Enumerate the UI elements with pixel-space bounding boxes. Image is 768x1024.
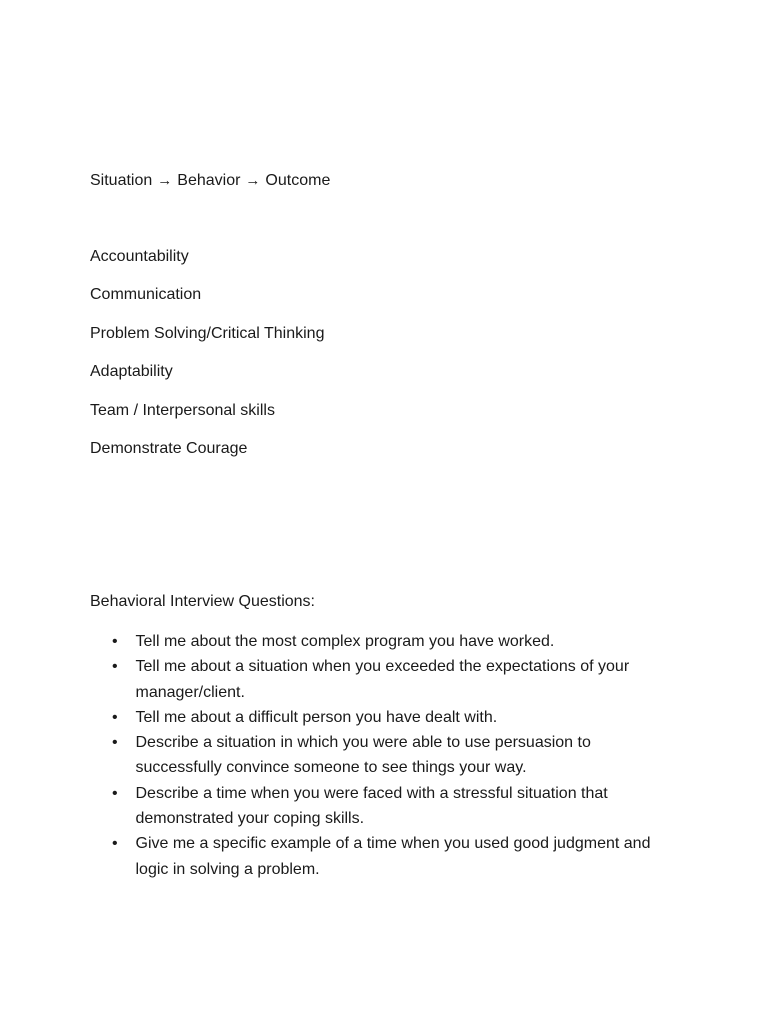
question-item [90, 831, 670, 882]
question-item [90, 629, 670, 654]
right-arrow-icon: → [157, 172, 173, 189]
question-item [90, 730, 670, 781]
competency-item: Communication [90, 286, 202, 304]
bullet-icon: • [112, 734, 118, 752]
question-text: Tell me about the most complex program you have worked. [135, 633, 555, 650]
competency-item: Demonstrate Courage [90, 439, 248, 457]
bullet-icon: • [112, 708, 118, 726]
question-text: Tell me about a situation when you exceeded the expectations of your manager/client. [135, 658, 630, 701]
bullet-icon: • [112, 633, 118, 650]
question-text: Give me a specific example of a time when you used good judgment and logic in solving a problem. [135, 835, 651, 878]
competency-item: Team / Interpersonal skills [90, 401, 275, 419]
question-text: Describe a time when you were faced with a stressful situation that demonstrated your coping skills. [135, 784, 608, 828]
right-arrow-icon: → [245, 172, 261, 189]
question-text: Tell me about a difficult person you have dealt with. [135, 708, 498, 726]
question-text: Describe a situation in which you were able to use persuasion to successfully convince someone to see things your way. [135, 734, 591, 777]
competency-item: Accountability [90, 248, 189, 265]
question-item [90, 654, 670, 705]
flow-step-behavior: Behavior [177, 172, 241, 189]
flow-step-situation: Situation [90, 172, 153, 189]
questions-heading: Behavioral Interview Questions: [90, 593, 315, 610]
competency-item: Problem Solving/Critical Thinking [90, 324, 325, 342]
competency-list [90, 246, 324, 476]
sbo-flow-line [90, 170, 330, 192]
question-item [90, 781, 670, 832]
question-list [90, 629, 670, 882]
bullet-icon: • [112, 658, 118, 676]
bullet-icon: • [112, 784, 118, 802]
bullet-icon: • [112, 835, 118, 853]
question-item [90, 705, 670, 730]
competency-item: Adaptability [90, 363, 173, 381]
flow-step-outcome: Outcome [265, 172, 331, 189]
